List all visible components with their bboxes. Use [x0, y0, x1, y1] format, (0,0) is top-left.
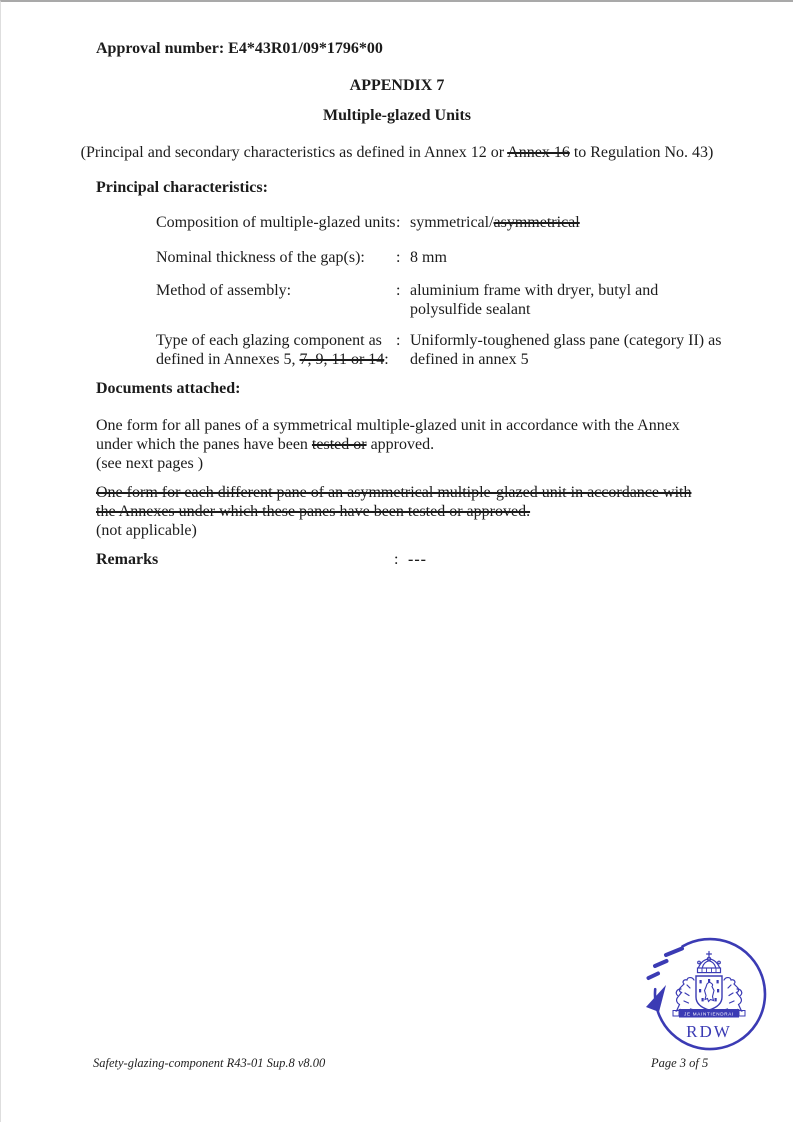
documents-attached-heading: Documents attached:	[96, 380, 241, 397]
row-label-post: :	[384, 351, 389, 368]
footer-document-id: Safety-glazing-component R43-01 Sup.8 v8.00	[93, 1056, 326, 1070]
row-label	[156, 331, 396, 369]
intro-line	[1, 143, 793, 162]
rdw-stamp	[645, 936, 773, 1052]
remarks-row	[96, 550, 716, 569]
remarks-label: Remarks	[96, 551, 159, 568]
row-label-pre: Type of each glazing component as defined in Annexes 5,	[156, 332, 382, 368]
row-value: Uniformly-toughened glass pane (category II) as defined in annex 5	[410, 332, 722, 368]
row-value-struck: asymmetrical	[493, 214, 580, 231]
principal-characteristics-heading: Principal characteristics:	[96, 179, 268, 196]
table-row-assembly-method	[156, 281, 721, 319]
motto-banner	[673, 1009, 745, 1018]
rdw-text: RDW	[686, 1022, 732, 1041]
document-title: Multiple-glazed Units	[323, 107, 471, 124]
characteristics-table	[156, 213, 721, 369]
speed-lines-icon	[649, 949, 683, 979]
not-applicable-note: (not applicable)	[96, 522, 197, 539]
shield-lion-icon	[705, 982, 715, 1001]
crown-icon	[698, 952, 721, 973]
lion-left-icon	[676, 978, 694, 1015]
row-label: Composition of multiple-glazed units	[156, 214, 396, 231]
approval-number: Approval number: E4*43R01/09*1796*00	[96, 40, 383, 57]
table-row-composition	[156, 213, 721, 232]
row-colon: :	[396, 332, 401, 349]
table-row-glazing-component-type	[156, 331, 721, 369]
remarks-value: ---	[408, 551, 427, 568]
row-label: Method of assembly:	[156, 282, 292, 299]
page-number: Page 3 of 5	[651, 1056, 709, 1070]
intro-struck-text: Annex 16	[507, 144, 570, 161]
remarks-colon: :	[394, 551, 399, 568]
table-row-gap-thickness	[156, 248, 721, 267]
lion-right-icon	[724, 978, 742, 1015]
row-value-pre: symmetrical/	[410, 214, 494, 231]
row-colon: :	[396, 214, 401, 231]
shield-icon	[696, 976, 722, 1010]
row-label-struck: 7, 9, 11 or 14	[299, 351, 385, 368]
asymmetrical-paragraph	[96, 483, 710, 540]
row-value: aluminium frame with dryer, butyl and polysulfide sealant	[410, 282, 659, 318]
documents-paragraph	[96, 416, 710, 473]
see-next-pages-note: (see next pages )	[96, 455, 204, 472]
paragraph-struck-text: tested or	[311, 436, 367, 453]
row-value: 8 mm	[410, 249, 447, 266]
paragraph-struck-full: One form for each different pane of an asymmetrical multiple-glazed unit in accordance with the Annexes under which these panes have been tested or approved.	[96, 484, 692, 520]
motto-text: JE MAINTIENDRAI	[683, 1011, 735, 1017]
row-label: Nominal thickness of the gap(s):	[156, 249, 365, 266]
row-value	[410, 213, 730, 232]
appendix-heading: APPENDIX 7	[349, 77, 445, 94]
intro-text-pre: (Principal and secondary characteristics as defined in Annex 12 or	[80, 144, 508, 161]
paragraph-text-post: approved.	[366, 436, 435, 453]
row-colon: :	[396, 249, 401, 266]
paragraph-text-pre: One form for all panes of a symmetrical multiple-glazed unit in accordance with the Annex under which the panes have been	[96, 417, 680, 453]
intro-text-post: to Regulation No. 43)	[569, 144, 714, 161]
row-colon: :	[396, 282, 401, 299]
